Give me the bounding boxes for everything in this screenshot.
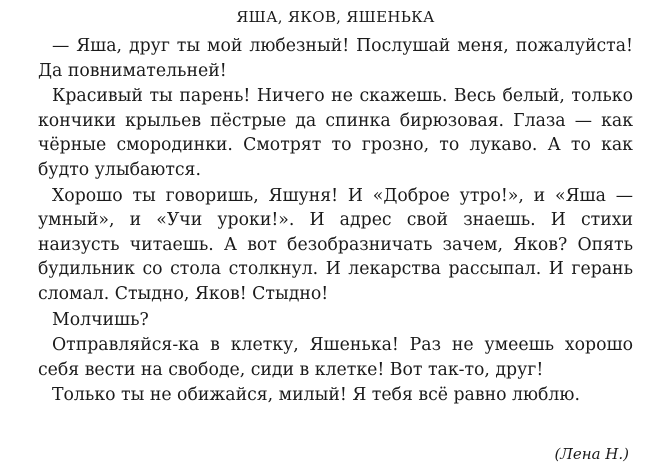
paragraph-4: Молчишь? [52, 309, 149, 330]
paragraph-6: Только ты не обижайся, милый! Я тебя всё равно люблю. [52, 385, 580, 406]
document-title: ЯША, ЯКОВ, ЯШЕНЬКА [236, 8, 435, 26]
paragraph-5: Отправляйся-ка в клетку, Яшенька! Раз не умеешь хорошо себя вести на свободе, сиди в клетке! Вот так-то, друг! [38, 335, 633, 380]
paragraph-1: — Яша, друг ты мой любезный! Послушай меня, пожалуйста! Да повнимательней! [38, 36, 633, 81]
paragraph-2: Красивый ты парень! Ничего не скажешь. Весь белый, только кончики крыльев пёстрые да спинка бирюзовая. Глаза — как чёрные смородинки. Смотрят то грозно, то лукаво. А то как будто улыбаются. [38, 86, 633, 180]
author-signature: (Лена Н.) [554, 445, 629, 463]
paragraph-3: Хорошо ты говоришь, Яшуня! И «Доброе утро!», и «Яша — умный», и «Учи уроки!». И адрес свой знаешь. И стихи наизусть читаешь. А вот безобразничать зачем, Яков? Опять будильник со стола столкнул. И лекарства рассыпал. И герань сломал. Стыдно, Яков! Стыдно! [38, 185, 633, 304]
